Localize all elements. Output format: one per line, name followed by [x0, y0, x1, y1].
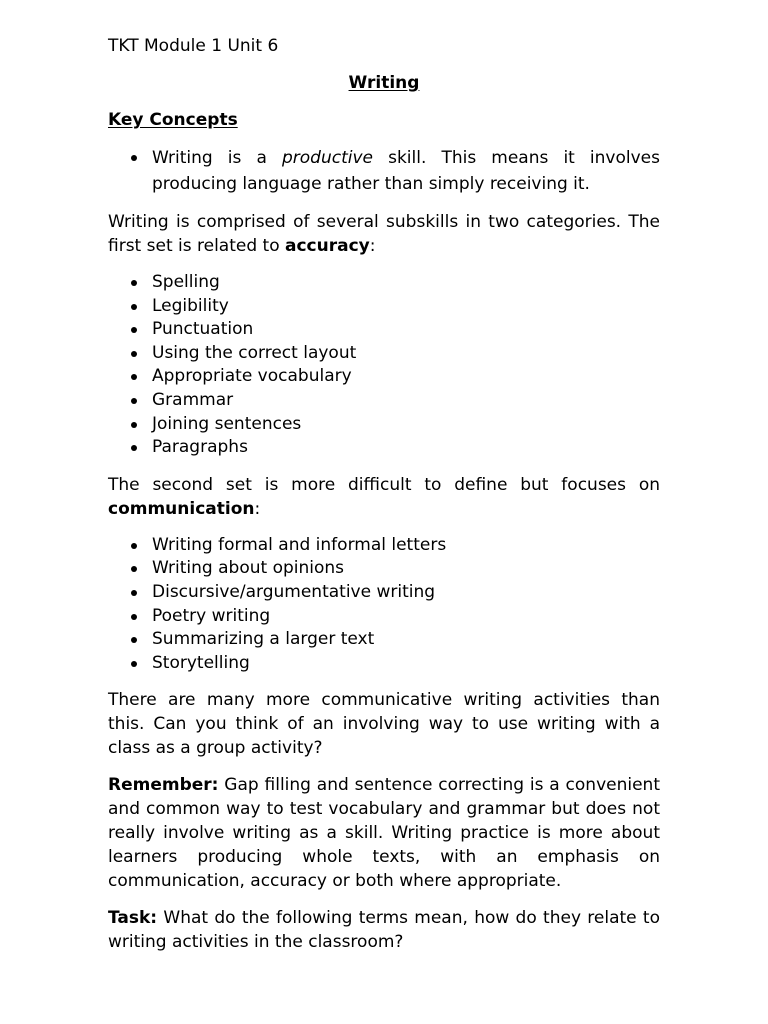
list-item-text: Joining sentences [152, 413, 302, 434]
bullet-icon [131, 280, 137, 286]
page-title [108, 71, 660, 95]
communication-paragraph [108, 473, 660, 521]
bullet-icon [131, 614, 137, 620]
communication-text-before: The second set is more difficult to define but focuses on [108, 474, 660, 495]
bullet-icon [131, 661, 137, 667]
bullet-icon [131, 543, 137, 549]
bullet-icon [131, 637, 137, 643]
bullet-icon [131, 566, 137, 572]
list-item-text: Grammar [152, 389, 234, 410]
list-item [108, 557, 660, 581]
list-item-text: Using the correct layout [152, 342, 357, 363]
bullet-icon [131, 327, 137, 333]
bullet-icon [131, 590, 137, 596]
list-item [108, 581, 660, 605]
list-item-text: Poetry writing [152, 605, 271, 626]
list-item [108, 145, 660, 197]
list-item-text: Spelling [152, 272, 220, 292]
page-title-text: Writing [348, 73, 420, 93]
list-item-text: Paragraphs [152, 437, 248, 458]
list-item-text: Discursive/argumentative writing [152, 581, 436, 602]
remember-paragraph [108, 773, 660, 893]
list-item-text: Writing about opinions [152, 558, 345, 579]
intro-emphasis: productive [281, 148, 373, 168]
list-item-text: Appropriate vocabulary [152, 366, 352, 387]
communication-text-after: : [254, 498, 261, 519]
communication-bold-word: communication [108, 498, 255, 519]
list-item [108, 271, 660, 295]
intro-text-after: skill. This means it involves producing language rather than simply receiving it. [152, 148, 660, 194]
intro-text-before: Writing is a [152, 148, 282, 168]
list-item [108, 534, 660, 558]
list-item [108, 605, 660, 629]
list-item [108, 342, 660, 366]
accuracy-text-before: Writing is comprised of several subskills in two categories. The first set is related to [108, 212, 660, 256]
task-text: What do the following terms mean, how do they relate to writing activities in the classroom? [108, 908, 660, 953]
accuracy-bold-word: accuracy [285, 236, 370, 256]
list-item-text: Summarizing a larger text [152, 629, 375, 650]
accuracy-text-after: : [369, 236, 376, 256]
task-paragraph [108, 906, 660, 954]
key-concepts-heading [108, 108, 660, 132]
list-item-text: Punctuation [152, 319, 254, 340]
list-item [108, 295, 660, 319]
list-item [108, 413, 660, 437]
bullet-icon [131, 155, 137, 161]
bullet-icon [131, 304, 137, 310]
list-item-text: Legibility [152, 295, 229, 316]
list-item [108, 389, 660, 413]
module-title: TKT Module 1 Unit 6 [108, 36, 279, 56]
list-item [108, 318, 660, 342]
list-item [108, 436, 660, 460]
key-concepts-heading-text: Key Concepts [108, 110, 238, 130]
bullet-icon [131, 374, 137, 380]
list-item-text: Storytelling [152, 652, 250, 673]
list-item [108, 652, 660, 676]
communication-list [108, 534, 660, 676]
bullet-icon [131, 445, 137, 451]
bullet-icon [131, 351, 137, 357]
list-item [108, 628, 660, 652]
bullet-icon [131, 422, 137, 428]
bullet-icon [131, 398, 137, 404]
accuracy-list [108, 271, 660, 460]
list-item [108, 365, 660, 389]
remember-label: Remember: [108, 775, 219, 796]
remember-text: Gap filling and sentence correcting is a convenient and common way to test vocabulary and grammar but does not really involve writing as a skill. Writing practice is more about learners producing whole texts, with an emphasis on communication, accuracy or both where appropriate. [108, 775, 660, 892]
task-label: Task: [108, 908, 158, 929]
activities-paragraph: There are many more communicative writing activities than this. Can you think of an involving way to use writing with a class as a group activity? [108, 690, 660, 759]
accuracy-paragraph [108, 210, 660, 258]
key-concepts-list [108, 145, 660, 197]
list-item-text: Writing formal and informal letters [152, 534, 447, 555]
